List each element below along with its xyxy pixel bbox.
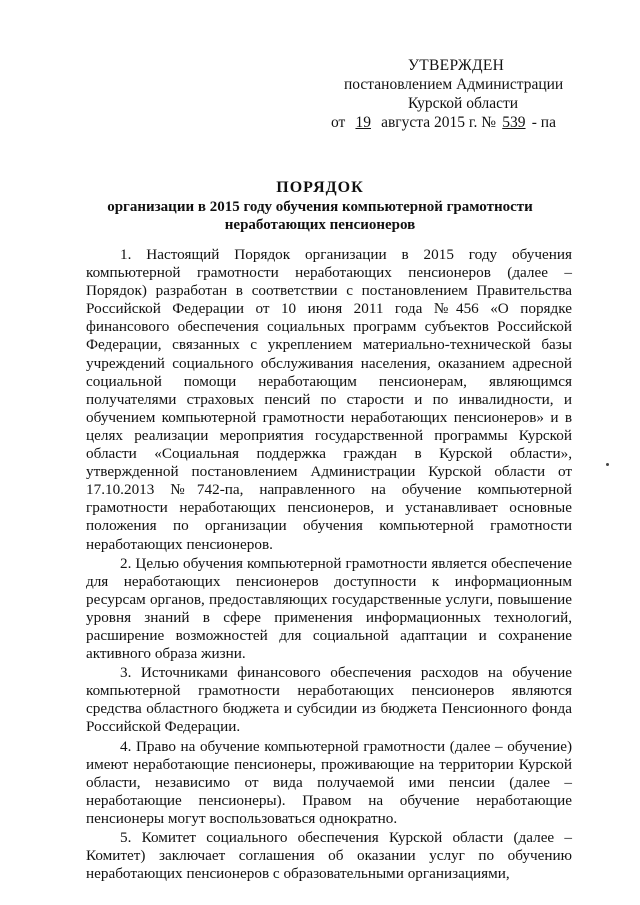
title-line-2: неработающих пенсионеров [224, 217, 416, 233]
approval-day: 19 [355, 114, 371, 131]
approval-number: 539 [502, 114, 526, 131]
approval-heading: УТВЕРЖДЕН [408, 57, 505, 74]
approval-line-region: Курской области [408, 95, 519, 112]
paragraph-3: 3. Источниками финансового обеспечения расходов на обучение компьютерной грамотности неработающих пенсионеров являются средства областного бюджета и субсидии из бюджета Пенсионного фонда Российской Федерации. [86, 664, 572, 736]
approval-suffix: - па [531, 114, 556, 131]
paragraph-1: 1. Настоящий Порядок организации в 2015 году обучения компьютерной грамотности неработающих пенсионеров (далее – Порядок) разработан в соответствии с постановлением Правительства Российской Федерации от 10 июня 2011 года №456 «О порядке финансового обеспечения социальных программ субъектов Российской Федерации, связанных с укреплением материально-технической базы учреждений социального обслуживания населения, оказанием адресной социальной помощи неработающим пенсионерам, являющимся получателями страховых пенсий по старости и по инвалидности, и обучением компьютерной грамотности неработающих пенсионеров» и в целях реализации мероприятия государственной программы Курской области «Социальная поддержка граждан в Курской области», утвержденной постановлением Администрации Курской области от 17.10.2013 №742-па, направленного на обучение компьютерной грамотности неработающих пенсионеров, и устанавливает основные положения по организации обучения компьютерной грамотности неработающих пенсионеров. [86, 246, 572, 553]
approval-block [330, 56, 610, 132]
paragraph-5: 5. Комитет социального обеспечения Курской области (далее – Комитет) заключает соглашения об оказании услуг по обучению неработающих пенсионеров с образовательными организациями, [86, 829, 572, 883]
approval-date-rest: августа 2015 г. № [381, 114, 497, 131]
document-body [86, 246, 572, 884]
approval-from-label: от [331, 114, 346, 131]
approval-line-resolution: постановлением Администрации [344, 76, 564, 93]
scan-speck [606, 463, 609, 466]
document-title [60, 178, 580, 234]
approval-date-line [330, 113, 610, 132]
paragraph-2: 2. Целью обучения компьютерной грамотности является обеспечение для неработающих пенсионеров доступности к информационным ресурсам органов, предоставляющих государственные услуги, повышение уровня знаний в сфере применения информационных технологий, расширение возможностей для социальной адаптации и сохранение активного образа жизни. [86, 554, 572, 663]
paragraph-4: 4. Право на обучение компьютерной грамотности (далее – обучение) имеют неработающие пенсионеры, проживающие на территории Курской области, независимо от вида получаемой ими пенсии (далее – неработающие пенсионеры). Правом на обучение неработающие пенсионеры могут воспользоваться однократно. [86, 737, 572, 827]
title-main: ПОРЯДОК [276, 179, 364, 196]
title-line-1: организации в 2015 году обучения компьютерной грамотности [107, 199, 533, 215]
